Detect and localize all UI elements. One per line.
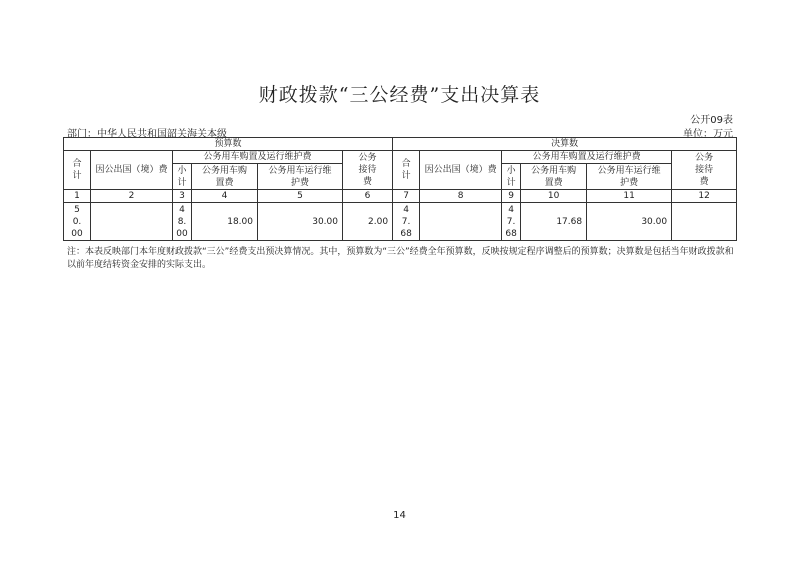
table-note: 注：本表反映部门本年度财政拨款“三公”经费支出预决算情况。其中，预算数为“三公”经费全年预算数，反映按规定程序调整后的预算数；决算数是包括当年财政拨款和以前年度结转资金安排的实际支出。 — [67, 247, 734, 270]
budget-subtotal-value: 48.00 — [173, 203, 192, 241]
header-budget-total: 合计 — [64, 151, 91, 190]
final-operation-value: 30.00 — [587, 203, 672, 241]
column-number: 11 — [587, 190, 672, 203]
page-number: 14 — [393, 510, 406, 521]
column-number: 9 — [502, 190, 521, 203]
header-final-total: 合计 — [393, 151, 420, 190]
column-number: 10 — [521, 190, 587, 203]
final-abroad-value — [420, 203, 502, 241]
budget-operation-value: 30.00 — [258, 203, 343, 241]
header-final: 决算数 — [393, 138, 737, 151]
form-number: 公开09表 — [690, 115, 733, 126]
column-number-row — [64, 190, 737, 203]
column-number: 4 — [192, 190, 258, 203]
header-budget-purchase: 公务用车购置费 — [192, 164, 258, 190]
budget-reception-value: 2.00 — [343, 203, 393, 241]
column-number: 6 — [343, 190, 393, 203]
header-final-abroad: 因公出国（境）费 — [420, 151, 502, 190]
column-number: 12 — [672, 190, 737, 203]
column-number: 3 — [173, 190, 192, 203]
header-final-reception: 公务接待费 — [672, 151, 737, 190]
header-final-vehicle: 公务用车购置及运行维护费 — [502, 151, 672, 164]
header-final-purchase: 公务用车购置费 — [521, 164, 587, 190]
unit-label: 单位：万元 — [683, 129, 733, 140]
column-number: 7 — [393, 190, 420, 203]
header-budget-abroad: 因公出国（境）费 — [91, 151, 173, 190]
header-final-operation: 公务用车运行维护费 — [587, 164, 672, 190]
department-label: 部门：中华人民共和国韶关海关本级 — [67, 129, 227, 140]
final-subtotal-value: 47.68 — [502, 203, 521, 241]
header-row-categories — [64, 151, 737, 164]
column-number: 2 — [91, 190, 173, 203]
header-budget-vehicle: 公务用车购置及运行维护费 — [173, 151, 343, 164]
final-total-value: 47.68 — [393, 203, 420, 241]
header-row-groups — [64, 138, 737, 151]
column-number: 5 — [258, 190, 343, 203]
final-purchase-value: 17.68 — [521, 203, 587, 241]
budget-abroad-value — [91, 203, 173, 241]
column-number: 1 — [64, 190, 91, 203]
three-public-expenses-table — [63, 137, 737, 241]
header-budget-subtotal: 小计 — [173, 164, 192, 190]
header-budget-reception: 公务接待费 — [343, 151, 393, 190]
header-budget-operation: 公务用车运行维护费 — [258, 164, 343, 190]
budget-total-value: 50.00 — [64, 203, 91, 241]
header-budget: 预算数 — [64, 138, 393, 151]
header-final-subtotal: 小计 — [502, 164, 521, 190]
data-row — [64, 203, 737, 241]
column-number: 8 — [420, 190, 502, 203]
budget-purchase-value: 18.00 — [192, 203, 258, 241]
final-reception-value — [672, 203, 737, 241]
page-title: 财政拨款“三公经费”支出决算表 — [258, 84, 541, 106]
